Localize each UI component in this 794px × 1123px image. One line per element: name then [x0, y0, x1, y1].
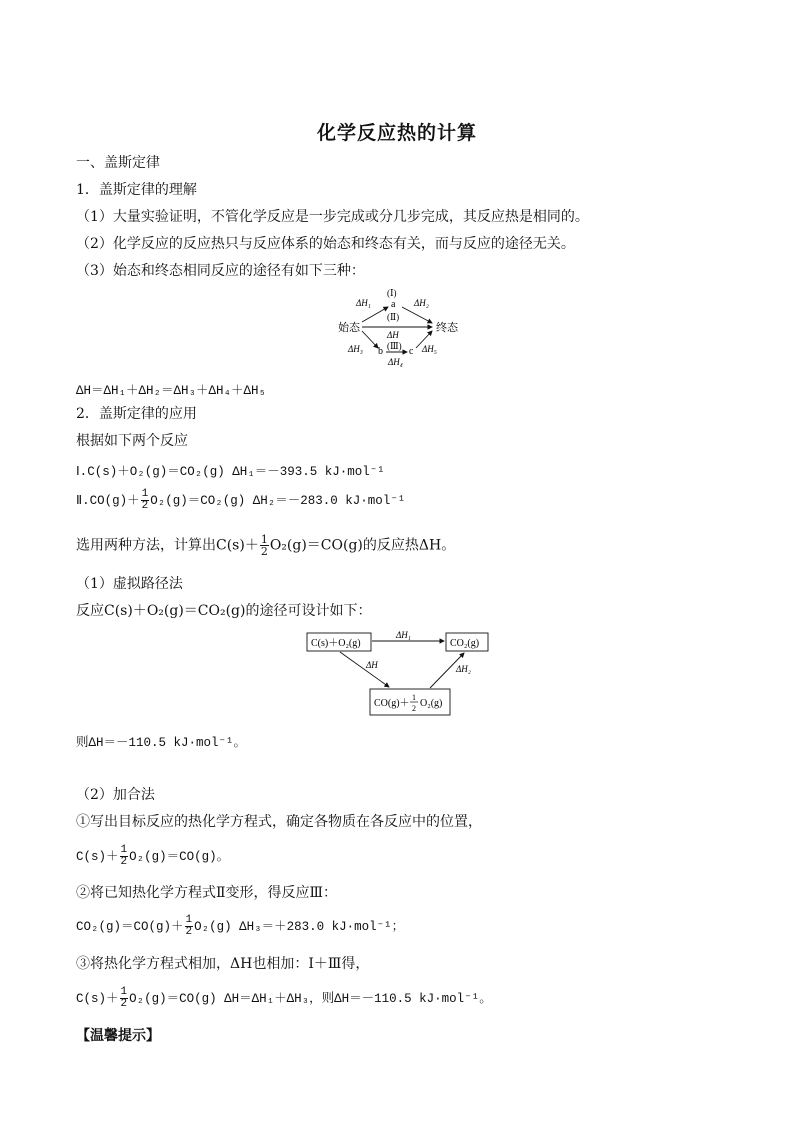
tip-heading: 【温馨提示】 — [76, 1028, 160, 1044]
arrow-start-to-b — [362, 331, 378, 348]
node-a-label: a — [391, 299, 396, 310]
dh5-label: ΔH₅ — [422, 344, 437, 354]
method-1-result: 则ΔH＝－110.5 kJ·mol⁻¹。 — [76, 736, 247, 750]
task-part-a: 选用两种方法，计算出C(s)＋ — [76, 537, 259, 554]
box-co-part-a: CO(g)＋ — [374, 698, 410, 709]
fraction-numerator: 1 — [120, 986, 128, 998]
reaction-I: Ⅰ.C(s)＋O₂(g)＝CO₂(g) ΔH₁＝－393.5 kJ·mol⁻¹ — [76, 465, 385, 479]
end-state-label: 终态 — [436, 322, 458, 334]
section-heading-hess-law: 一、盖斯定律 — [76, 155, 160, 171]
method-2-equation-2 — [76, 915, 404, 938]
box-c-o2-label: C(s)＋O₂(g) — [311, 638, 361, 649]
method-2-equation-3 — [76, 987, 492, 1010]
eq1-part-a: C(s)＋ — [76, 849, 119, 864]
eq3-part-b: O₂(g)＝CO(g) ΔH＝ΔH₁＋ΔH₃，则ΔH＝－110.5 kJ·mol⁻¹。 — [129, 991, 492, 1006]
box-co-frac-num: 1 — [412, 693, 416, 702]
fraction-numerator: 1 — [260, 533, 268, 546]
task-statement — [76, 534, 455, 557]
fraction-denominator: 2 — [141, 500, 149, 512]
dh1-label: ΔH₁ — [356, 298, 371, 308]
arrow-a-to-end — [402, 307, 432, 323]
dh4-label: ΔH₄ — [388, 357, 403, 367]
method-2-step-3: ③将热化学方程式相加，ΔH也相加：Ⅰ＋Ⅲ得， — [76, 956, 370, 972]
eq1-part-b: O₂(g)＝CO(g)。 — [129, 849, 230, 864]
fraction-half — [260, 534, 269, 557]
route-3-label: (Ⅲ) — [387, 341, 402, 351]
fraction-half — [120, 987, 129, 1010]
eq2-part-a: CO₂(g)＝CO(g)＋ — [76, 919, 184, 934]
fraction-half — [120, 845, 129, 868]
reaction-II — [76, 489, 405, 512]
task-part-b: O₂(g)＝CO(g)的反应热ΔH。 — [269, 537, 456, 554]
route-1-label: (Ⅰ) — [387, 288, 397, 298]
paragraph-2: （2）化学反应的反应热只与反应体系的始态和终态有关，而与反应的途径无关。 — [76, 236, 575, 252]
fraction-numerator: 1 — [120, 844, 128, 856]
page-title: 化学反应热的计算 — [317, 122, 478, 144]
paragraph-1: （1）大量实验证明，不管化学反应是一步完成或分几步完成，其反应热是相同的。 — [76, 209, 589, 225]
eq3-part-a: C(s)＋ — [76, 991, 119, 1006]
fraction-numerator: 1 — [141, 488, 149, 500]
node-c-label: c — [409, 346, 414, 357]
hess-equation: ΔH＝ΔH₁＋ΔH₂＝ΔH₃＋ΔH₄＋ΔH₅ — [76, 384, 267, 398]
start-state-label: 始态 — [338, 322, 360, 334]
paragraph-3: （3）始态和终态相同反应的途径有如下三种： — [76, 263, 365, 279]
fraction-half — [141, 489, 150, 512]
pathway-diagram — [330, 285, 470, 373]
fraction-denominator: 2 — [185, 926, 193, 938]
fraction-denominator: 2 — [120, 998, 128, 1010]
fraction-half — [185, 915, 194, 938]
arrow-c-to-co — [340, 652, 389, 687]
eq2-part-b: O₂(g) ΔH₃＝＋283.0 kJ·mol⁻¹； — [194, 919, 405, 934]
method-2-step-1: ①写出目标反应的热化学方程式，确定各物质在各反应中的位置， — [76, 814, 482, 830]
method-2-equation-1 — [76, 845, 229, 868]
virtual-path-diagram — [300, 628, 496, 720]
subheading-understanding: 1．盖斯定律的理解 — [76, 182, 197, 198]
dh-label: ΔH — [366, 660, 378, 670]
subheading-application: 2．盖斯定律的应用 — [76, 406, 197, 422]
dh-label: ΔH — [387, 330, 399, 340]
dh2-label: ΔH₂ — [414, 298, 429, 308]
route-2-label: (Ⅱ) — [387, 312, 400, 322]
dh3-label: ΔH₃ — [348, 344, 363, 354]
box-co2-label: CO₂(g) — [450, 638, 480, 649]
arrow-start-to-a — [362, 307, 388, 322]
method-1-heading: （1）虚拟路径法 — [76, 576, 183, 592]
box-co-frac-den: 2 — [412, 704, 416, 713]
method-2-step-2: ②将已知热化学方程式Ⅱ变形，得反应Ⅲ： — [76, 885, 338, 901]
fraction-numerator: 1 — [185, 914, 193, 926]
reaction-II-part-a: Ⅱ.CO(g)＋ — [76, 493, 140, 508]
fraction-denominator: 2 — [120, 856, 128, 868]
reaction-II-part-b: O₂(g)＝CO₂(g) ΔH₂＝－283.0 kJ·mol⁻¹ — [150, 493, 406, 508]
dh1-label: ΔH₁ — [396, 630, 411, 640]
dh2-label: ΔH₂ — [456, 664, 471, 674]
fraction-denominator: 2 — [260, 545, 268, 558]
method-2-heading: （2）加合法 — [76, 787, 155, 803]
node-b-label: b — [378, 346, 383, 357]
method-1-text: 反应C(s)＋O₂(g)＝CO₂(g)的途径可设计如下： — [76, 603, 372, 619]
box-co-part-b: O₂(g) — [420, 698, 443, 709]
reactions-intro: 根据如下两个反应 — [76, 433, 188, 449]
